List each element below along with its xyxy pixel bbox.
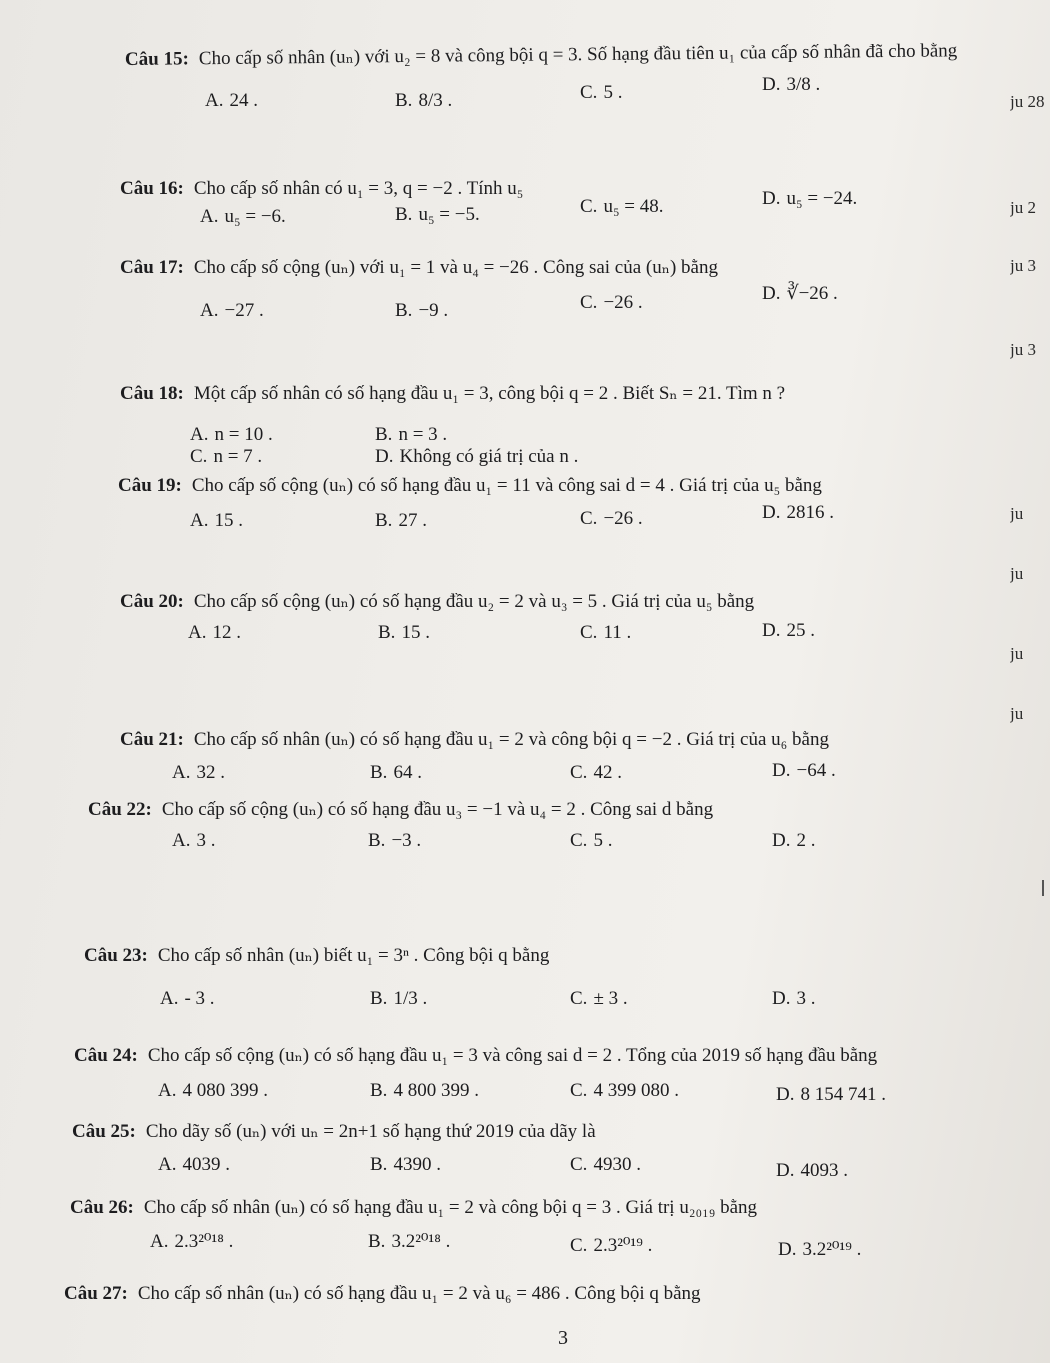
option-a[interactable]: A. 15 . [190, 510, 243, 531]
question-number: Câu 24: [74, 1045, 138, 1066]
question-text: Cho cấp số nhân (uₙ) có số hạng đầu u₁ = 2 và công bội q = 3 . Giá trị u₂₀₁₉ bằng [143, 1197, 758, 1218]
question-text: Cho cấp số cộng (uₙ) có số hạng đầu u₁ = 11 và công sai d = 4 . Giá trị của u₅ bằng [191, 475, 822, 496]
question-number: Câu 23: [84, 945, 148, 966]
option-c[interactable]: C. 11 . [580, 622, 632, 643]
question-26 [70, 1196, 757, 1219]
option-d[interactable]: D. ∛−26 . [762, 283, 838, 304]
option-b[interactable]: B. −3 . [368, 830, 422, 851]
option-d[interactable]: D. u₅ = −24. [762, 188, 858, 209]
option-c[interactable]: C. ± 3 . [570, 988, 628, 1009]
option-a[interactable]: A. 24 . [205, 90, 258, 111]
option-b[interactable]: B. 4 800 399 . [370, 1080, 479, 1101]
option-c[interactable]: C. 5 . [580, 82, 623, 103]
option-b[interactable]: B. 15 . [378, 622, 430, 643]
option-b[interactable]: B. u₅ = −5. [395, 204, 480, 225]
question-text: Cho cấp số cộng (uₙ) có số hạng đầu u₂ = 2 và u₃ = 5 . Giá trị của u₅ bằng [193, 591, 755, 612]
option-a[interactable]: A. 4 080 399 . [158, 1080, 268, 1101]
question-text: Cho cấp số nhân (uₙ) biết u₁ = 3ⁿ . Công bội q bằng [157, 945, 550, 966]
question-18 [120, 382, 785, 405]
question-text: Cho cấp số nhân (uₙ) với u₂ = 8 và công bội q = 3. Số hạng đầu tiên u₁ của cấp số nhân đã cho bằng [198, 40, 958, 70]
margin-note: ju [1010, 504, 1024, 523]
option-a[interactable]: A. 12 . [188, 622, 241, 643]
option-d[interactable]: D. 2816 . [762, 502, 834, 523]
option-c[interactable]: C. −26 . [580, 508, 643, 529]
question-number: Câu 21: [120, 729, 184, 750]
option-b[interactable]: B. 64 . [370, 762, 422, 783]
question-text: Cho cấp số nhân (uₙ) có số hạng đầu u₁ = 2 và công bội q = −2 . Giá trị của u₆ bằng [193, 729, 829, 750]
margin-note: ju [1010, 644, 1024, 663]
question-16 [120, 178, 523, 200]
question-number: Câu 17: [120, 257, 184, 278]
question-15 [125, 39, 958, 71]
question-text: Cho cấp số cộng (uₙ) có số hạng đầu u₁ = 3 và công sai d = 2 . Tổng của 2019 số hạng đầu bằng [147, 1045, 878, 1066]
option-b[interactable]: B. 4390 . [370, 1154, 441, 1175]
edge-mark [1042, 880, 1044, 896]
page-number: 3 [558, 1327, 568, 1349]
option-b[interactable]: B. 3.2²⁰¹⁸ . [368, 1231, 451, 1252]
question-number: Câu 18: [120, 383, 184, 404]
option-c[interactable]: C. 2.3²⁰¹⁹ . [570, 1235, 653, 1256]
question-23 [84, 944, 549, 967]
option-c[interactable]: C. 4930 . [570, 1154, 641, 1175]
option-d[interactable]: D. 2 . [772, 830, 816, 851]
question-text: Cho cấp số nhân có u₁ = 3, q = −2 . Tính u₅ [193, 178, 524, 199]
option-c[interactable]: C. 42 . [570, 762, 622, 783]
option-b[interactable]: B. 8/3 . [395, 90, 453, 111]
question-17 [120, 256, 718, 279]
question-text: Cho cấp số cộng (uₙ) với u₁ = 1 và u₄ = −26 . Công sai của (uₙ) bằng [193, 257, 718, 278]
option-a[interactable]: A. - 3 . [160, 988, 215, 1009]
option-c[interactable]: C. 4 399 080 . [570, 1080, 679, 1101]
margin-note: ju [1010, 704, 1024, 723]
option-c[interactable]: C. −26 . [580, 292, 643, 313]
margin-note: ju [1010, 564, 1024, 583]
question-text: Cho cấp số nhân (uₙ) có số hạng đầu u₁ = 2 và u₆ = 486 . Công bội q bằng [137, 1283, 701, 1304]
margin-note: ju 2 [1010, 198, 1036, 217]
question-number: Câu 26: [70, 1197, 134, 1218]
option-a[interactable]: A. 32 . [172, 762, 225, 783]
question-19 [118, 474, 822, 497]
option-c[interactable]: C. u₅ = 48. [580, 196, 664, 217]
question-number: Câu 25: [72, 1121, 136, 1142]
option-b[interactable]: B. −9 . [395, 300, 449, 321]
option-a[interactable]: A. n = 10 . [190, 424, 273, 445]
question-21 [120, 728, 829, 751]
option-d[interactable]: D. 3/8 . [762, 74, 821, 95]
question-number: Câu 16: [120, 178, 184, 199]
option-d[interactable]: D. Không có giá trị của n . [375, 446, 579, 467]
option-a[interactable]: A. −27 . [200, 300, 264, 321]
option-d[interactable]: D. 3 . [772, 988, 816, 1009]
margin-note: ju 28 [1010, 92, 1045, 111]
question-22 [88, 798, 713, 821]
option-b[interactable]: B. n = 3 . [375, 424, 448, 445]
question-number: Câu 27: [64, 1283, 128, 1304]
option-d[interactable]: D. 3.2²⁰¹⁹ . [778, 1239, 862, 1260]
question-text: Cho cấp số cộng (uₙ) có số hạng đầu u₃ = −1 và u₄ = 2 . Công sai d bằng [161, 799, 714, 820]
option-a[interactable]: A. 3 . [172, 830, 216, 851]
option-c[interactable]: C. n = 7 . [190, 446, 263, 467]
option-a[interactable]: A. 4039 . [158, 1154, 230, 1175]
option-c[interactable]: C. 5 . [570, 830, 613, 851]
option-d[interactable]: D. 25 . [762, 620, 815, 641]
margin-note: ju 3 [1010, 340, 1036, 359]
margin-note: ju 3 [1010, 256, 1036, 275]
question-20 [120, 590, 754, 613]
question-25 [72, 1120, 596, 1143]
question-number: Câu 15: [124, 48, 189, 70]
option-b[interactable]: B. 1/3 . [370, 988, 428, 1009]
question-text: Cho dãy số (uₙ) với uₙ = 2n+1 số hạng thứ 2019 của dãy là [145, 1121, 596, 1142]
option-d[interactable]: D. −64 . [772, 760, 836, 781]
option-a[interactable]: A. 2.3²⁰¹⁸ . [150, 1231, 234, 1252]
question-text: Một cấp số nhân có số hạng đầu u₁ = 3, công bội q = 2 . Biết Sₙ = 21. Tìm n ? [193, 383, 786, 404]
option-d[interactable]: D. 8 154 741 . [776, 1084, 886, 1105]
option-b[interactable]: B. 27 . [375, 510, 427, 531]
option-a[interactable]: A. u₅ = −6. [200, 206, 286, 227]
question-27 [64, 1282, 701, 1305]
question-24 [74, 1044, 877, 1067]
question-number: Câu 22: [88, 799, 152, 820]
question-number: Câu 20: [120, 591, 184, 612]
option-d[interactable]: D. 4093 . [776, 1160, 848, 1181]
question-number: Câu 19: [118, 475, 182, 496]
